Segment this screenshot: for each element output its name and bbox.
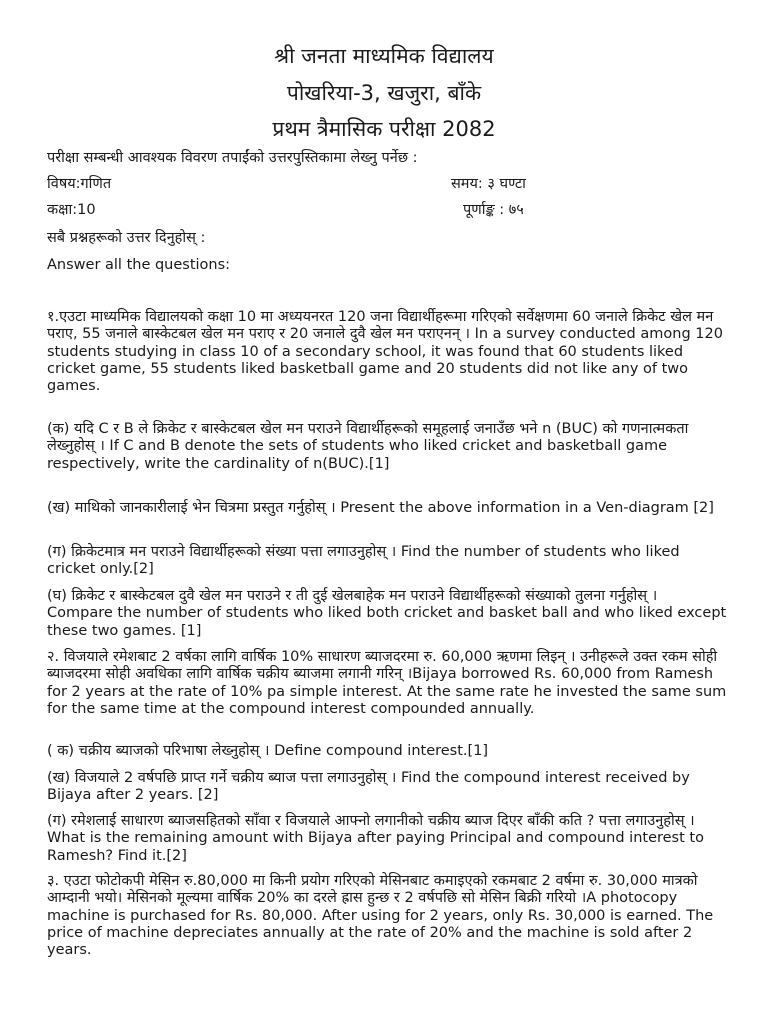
full-marks-label: पूर्णाङ्क : ७५ xyxy=(463,202,524,218)
exam-title: प्रथम त्रैमासिक परीक्षा 2082 xyxy=(272,117,496,141)
question-1a: (क) यदि C र B ले क्रिकेट र बास्केटबल खेल मन पराउने विद्यार्थीहरूको समूहलाई जनाउँछ भने n (BUC) को गणनात्मकता लेख्नुहोस् । If C and B denote the sets of students who liked cricket and basketball game respectively, write the cardinality of n(BUC).[1] xyxy=(47,421,689,472)
question-2c: (ग) रमेशलाई साधारण ब्याजसहितको साँवा र विजयाले आफ्नो लगानीको चक्रीय ब्याज दिएर बाँकी कति ? पत्ता लगाउनुहोस् । What is the remaining amount with Bijaya after paying Principal and compound interest to Ramesh? Find it.[2] xyxy=(47,813,704,864)
class-label: कक्षा:10 xyxy=(47,202,96,218)
answer-all-np: सबै प्रश्नहरूको उत्तर दिनुहोस् : xyxy=(47,230,206,246)
question-2b: (ख) विजयाले 2 वर्षपछि प्राप्त गर्ने चक्रीय ब्याज पत्ता लगाउनुहोस् । Find the compound interest received by Bijaya after 2 years. [2] xyxy=(47,770,690,804)
exam-instruction: परीक्षा सम्बन्धी आवश्यक विवरण तपाईंको उत्तरपुस्तिकामा लेख्नु पर्नेछ : xyxy=(47,150,418,166)
question-2a: ( क) चक्रीय ब्याजको परिभाषा लेख्नुहोस् । Define compound interest.[1] xyxy=(47,743,489,759)
question-1b: (ख) माथिको जानकारीलाई भेन चित्रमा प्रस्तुत गर्नुहोस् । Present the above information in a Ven-diagram [2] xyxy=(47,500,714,516)
school-address: पोखरिया-3, खजुरा, बाँके xyxy=(286,81,482,105)
question-1c: (ग) क्रिकेटमात्र मन पराउने विद्यार्थीहरूको संख्या पत्ता लगाउनुहोस् । Find the number of students who liked cricket only.[2] xyxy=(47,544,680,578)
subject-label: विषय:गणित xyxy=(47,176,112,192)
question-1-stem: १.एउटा माध्यमिक विद्यालयको कक्षा 10 मा अध्ययनरत 120 जना विद्यार्थीहरूमा गरिएको सर्वेक्षणमा 60 जनाले क्रिकेट खेल मन पराए, 55 जनाले बास्केटबल खेल मन पराए र 20 जनाले दुवै खेल मन पराएनन् । In a survey conducted among 120 students studying in class 10 of a secondary school, it was found that 60 students liked cricket game, 55 students liked basketball game and 20 students did not like any of two games. xyxy=(47,309,723,395)
school-name: श्री जनता माध्यमिक विद्यालय xyxy=(274,44,494,68)
question-2-stem: २. विजयाले रमेशबाट 2 वर्षका लागि वार्षिक 10% साधारण ब्याजदरमा रु. 60,000 ऋणमा लिइन् । उनीहरूले उक्त रकम सोही ब्याजदरमा सोही अवधिका लागि वार्षिक चक्रीय ब्याजमा लगानी गरिन् ।Bijaya borrowed Rs. 60,000 from Ramesh for 2 years at the rate of 10% pa simple interest. At the same rate he invested the same sum for the same time at the compound interest compounded annually. xyxy=(47,649,727,717)
answer-all-en: Answer all the questions: xyxy=(47,257,231,273)
question-1d: (घ) क्रिकेट र बास्केटबल दुवै खेल मन पराउने र ती दुई खेलबाहेक मन पराउने विद्यार्थीहरूको संख्याको तुलना गर्नुहोस् । Compare the number of students who liked both cricket and basket ball and who liked except these two games. [1] xyxy=(47,588,727,639)
time-label: समय: ३ घण्टा xyxy=(451,176,526,192)
question-3-stem: ३. एउटा फोटोकपी मेसिन रु.80,000 मा किनी प्रयोग गरिएको मेसिनबाट कमाइएको रकमबाट 2 वर्षमा रु. 30,000 मात्रको आम्दानी भयो। मेसिनको मूल्यमा वार्षिक 20% का दरले ह्रास हुन्छ र 2 वर्षपछि सो मेसिन बिक्री गरियो ।A photocopy machine is purchased for Rs. 80,000. After using for 2 years, only Rs. 30,000 is earned. The price of machine depreciates annually at the rate of 20% and the machine is sold after 2 years. xyxy=(47,873,714,959)
